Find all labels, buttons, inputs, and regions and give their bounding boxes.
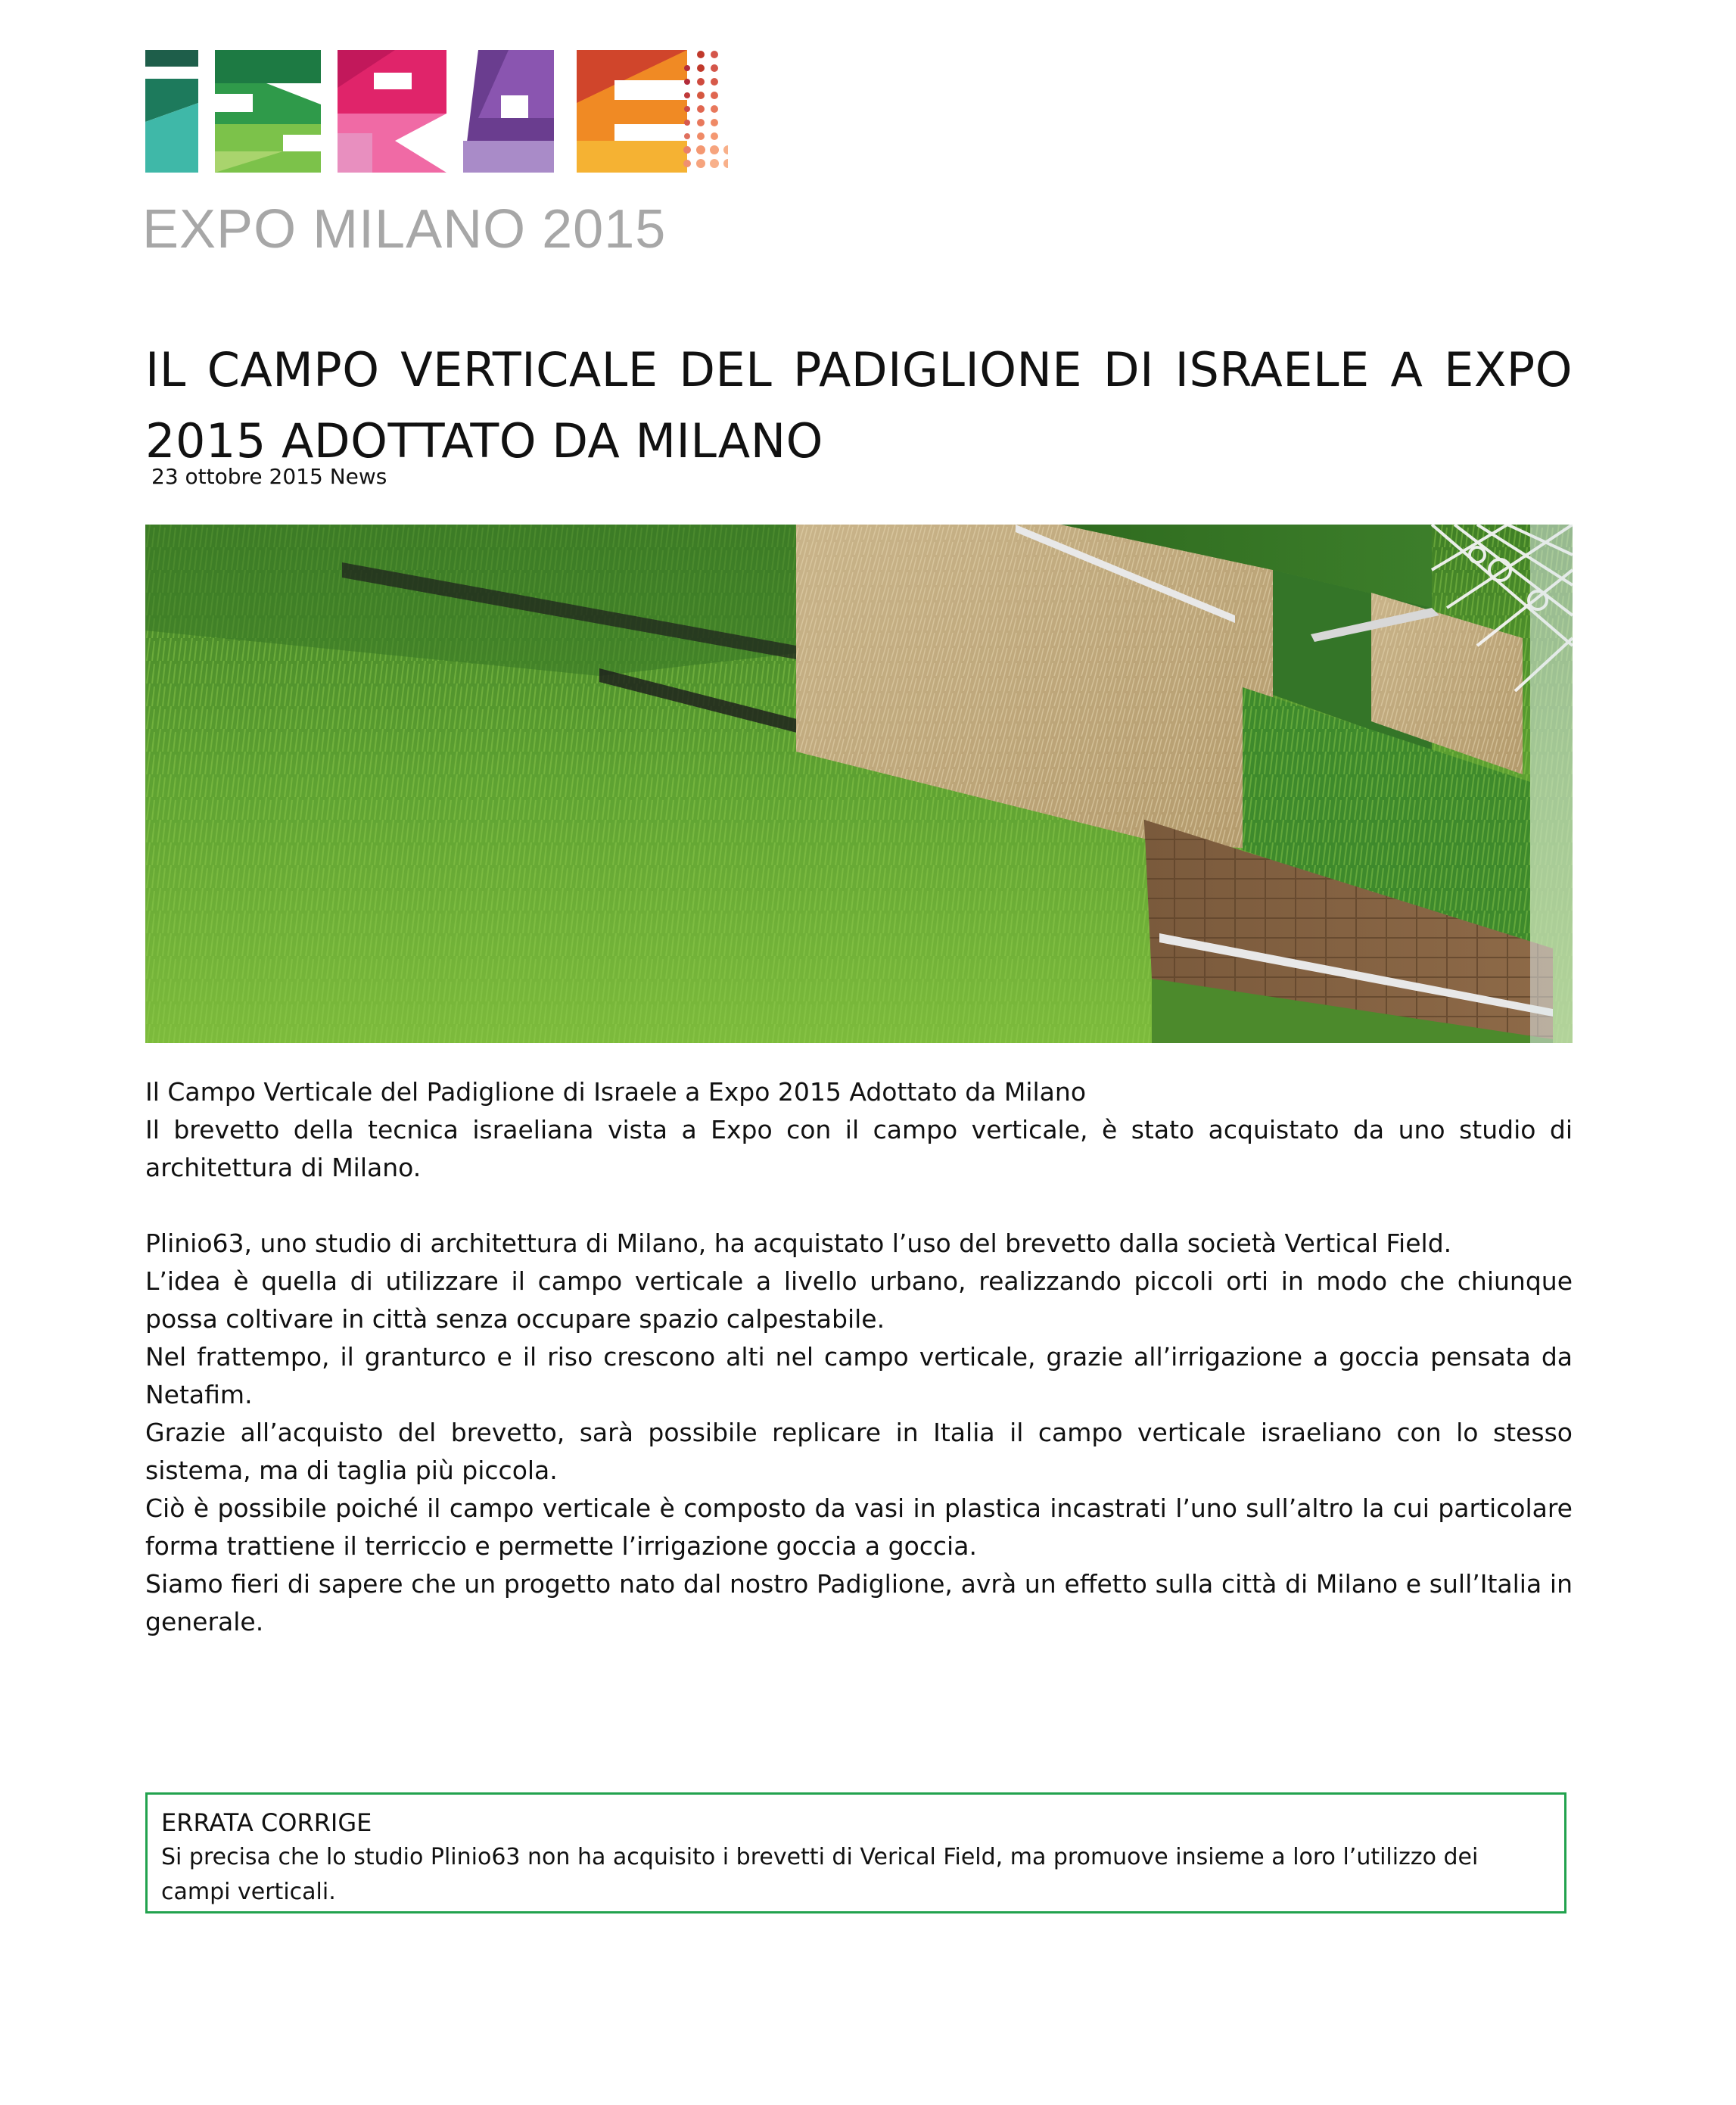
article-title: IL CAMPO VERTICALE DEL PADIGLIONE DI ISRAELE A EXPO 2015 ADOTTATO DA MILANO bbox=[145, 342, 1573, 469]
body-paragraph: Nel frattempo, il granturco e il riso crescono alti nel campo verticale, grazie all’irrigazione a goccia pensata da Netafim. bbox=[145, 1342, 1573, 1409]
errata-title: ERRATA CORRIGE bbox=[161, 1808, 372, 1837]
body-paragraph: Grazie all’acquisto del brevetto, sarà possibile replicare in Italia il campo verticale israeliano con lo stesso sistema, ma di taglia più piccola. bbox=[145, 1418, 1573, 1485]
logo-letter-r bbox=[338, 50, 446, 173]
logo-letter-i bbox=[145, 50, 198, 173]
vertical-field-photo bbox=[145, 525, 1573, 1043]
errata-box bbox=[145, 1792, 1566, 1913]
logo-letter-a bbox=[463, 50, 554, 173]
body-paragraph: L’idea è quella di utilizzare il campo verticale a livello urbano, realizzando piccoli orti in modo che chiunque possa coltivare in città senza occupare spazio calpestabile. bbox=[145, 1266, 1573, 1334]
article-body bbox=[145, 1073, 1573, 1641]
body-paragraph: Siamo fieri di sapere che un progetto nato dal nostro Padiglione, avrà un effetto sulla città di Milano e sull’Italia in generale. bbox=[145, 1569, 1573, 1636]
logo-letter-s bbox=[215, 50, 321, 173]
paragraph-gap bbox=[145, 1187, 1573, 1225]
article-meta: 23 ottobre 2015 News bbox=[151, 464, 387, 489]
expo-subtitle: EXPO MILANO 2015 bbox=[142, 199, 667, 260]
body-paragraph: Il brevetto della tecnica israeliana vista a Expo con il campo verticale, è stato acquistato da uno studio di architettura di Milano. bbox=[145, 1115, 1573, 1182]
body-paragraph: Il Campo Verticale del Padiglione di Israele a Expo 2015 Adottato da Milano bbox=[145, 1077, 1087, 1107]
logo-letter-e bbox=[577, 50, 687, 173]
israel-logo bbox=[145, 50, 728, 173]
errata-text: Si precisa che lo studio Plinio63 non ha acquisito i brevetti di Verical Field, ma promuove insieme a loro l’utilizzo dei campi verticali. bbox=[161, 1844, 1479, 1905]
logo-letter-l-dots bbox=[683, 51, 728, 168]
body-paragraph: Plinio63, uno studio di architettura di Milano, ha acquistato l’uso del brevetto dalla società Vertical Field. bbox=[145, 1228, 1452, 1258]
body-paragraph: Ciò è possibile poiché il campo verticale è composto da vasi in plastica incastrati l’uno sull’altro la cui particolare forma trattiene il terriccio e permette l’irrigazione goccia a goccia. bbox=[145, 1493, 1573, 1561]
